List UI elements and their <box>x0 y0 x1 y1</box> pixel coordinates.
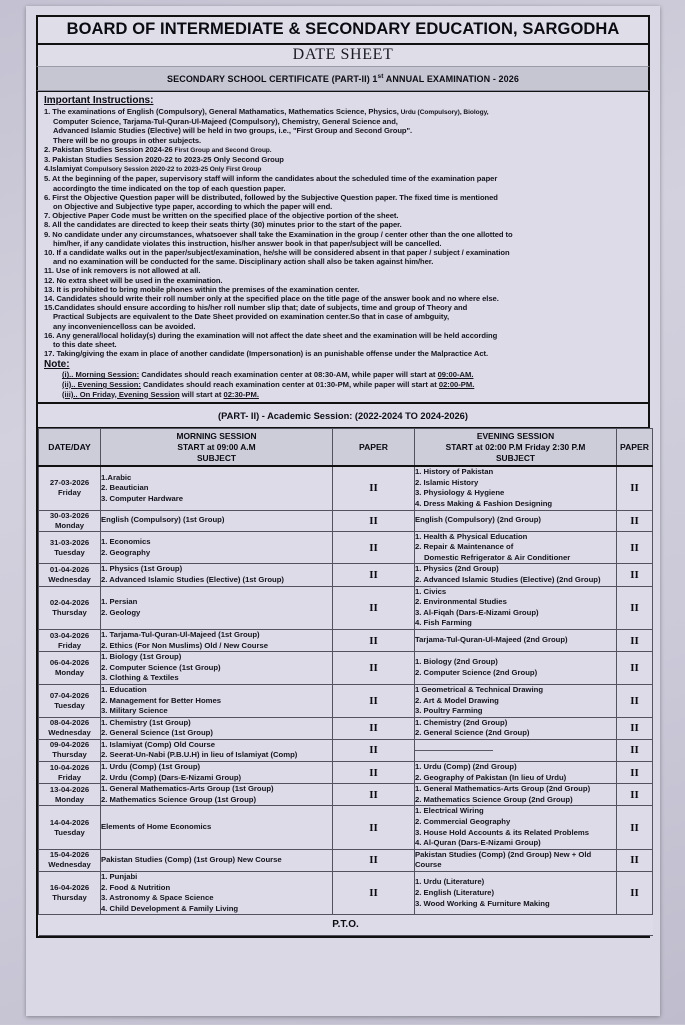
table-row <box>39 806 653 849</box>
instruction-line: 2. Pakistan Studies Session 2024-26 First Group and Second Group. <box>44 144 272 154</box>
cell-evening-subjects <box>415 652 617 685</box>
subject-line: 1. Civics <box>415 586 447 596</box>
cell-morning-subjects <box>101 684 333 717</box>
subject-line: 3. House Hold Accounts & its Related Problems <box>415 827 590 837</box>
table-row <box>39 762 653 784</box>
ordinal-suffix: st <box>377 72 384 80</box>
subject-line: 2. Geography of Pakistan (In lieu of Urdu) <box>415 772 567 782</box>
cell-paper-morning: II <box>333 466 415 510</box>
cell-evening-subjects <box>415 586 617 629</box>
subject-line: 2. Art & Model Drawing <box>415 695 499 705</box>
cell-paper-evening: II <box>617 586 653 629</box>
day-value: Wednesday <box>48 574 91 584</box>
cell-paper-morning: II <box>333 629 415 651</box>
date-value: 27-03-2026 <box>49 478 90 488</box>
subject-line: 2. Environmental Studies <box>415 597 507 607</box>
cell-morning-subjects <box>101 872 333 915</box>
table-header-row <box>39 429 653 467</box>
table-row <box>39 684 653 717</box>
instruction-line: 13. It is prohibited to bring mobile phones within the premises of the examination center. <box>44 284 360 294</box>
cell-morning-subjects <box>101 652 333 685</box>
instruction-line: Advanced Islamic Studies (Elective) will be held in two groups, i.e., "First Group and Second Group". <box>53 126 413 136</box>
subject-line: English (Compulsory) (2nd Group) <box>415 515 541 525</box>
subject-line: 1. General Mathematics-Arts Group (2nd Group) <box>415 784 591 794</box>
date-sheet-band <box>36 45 650 67</box>
subject-line: Domestic Refrigerator & Air Conditioner <box>424 552 571 562</box>
instructions-box <box>36 91 650 404</box>
instructions-list <box>44 107 644 358</box>
date-value: 03-04-2026 <box>49 630 90 640</box>
cell-paper-evening: II <box>617 652 653 685</box>
cell-paper-evening: II <box>617 510 653 531</box>
instruction-line: on Objective and Subjective type paper, according to which the paper will end. <box>53 202 333 211</box>
instruction-line: 6. First the Objective Question paper will be distributed, followed by the Subjective Question paper. The fixed time is mentioned <box>44 192 498 202</box>
cell-paper-evening: II <box>617 466 653 510</box>
subject-line: 2. Islamic History <box>415 477 479 487</box>
subject-line: 2. Food & Nutrition <box>101 882 171 892</box>
cell-morning-subjects <box>101 531 333 564</box>
pto-label: P.T.O. <box>39 915 653 936</box>
cell-paper-morning: II <box>333 564 415 586</box>
date-value: 01-04-2026 <box>49 564 90 574</box>
subject-line: 1.Arabic <box>101 472 132 482</box>
day-value: Tuesday <box>54 700 85 710</box>
cell-date-day <box>39 784 101 806</box>
instruction-line: Computer Science, Tarjama-Tul-Quran-Ul-Majeed (Compulsory), Chemistry, General Science and, <box>53 117 398 127</box>
instruction-line: 3. Pakistan Studies Session 2020-22 to 2023-25 Only Second Group <box>44 154 284 164</box>
cell-paper-evening: II <box>617 684 653 717</box>
instruction-line: to this date sheet. <box>53 340 117 350</box>
subject-line: 3. Military Science <box>101 706 168 716</box>
instruction-line: 7. Objective Paper Code must be written on the specified place of the objective portion of the sheet. <box>44 211 399 221</box>
instruction-line: 8. All the candidates are directed to keep their seats thirty (30) minutes prior to the start of the paper. <box>44 220 402 230</box>
subject-line: English (Compulsory) (1st Group) <box>101 515 225 525</box>
instruction-line: 4.Islamiyat Compulsory Session 2020-22 to 2023-25 Only First Group <box>44 164 262 174</box>
cell-date-day <box>39 717 101 739</box>
subject-line: 2. Commercial Geography <box>415 817 511 827</box>
cell-evening-subjects <box>415 872 617 915</box>
empty-dash <box>415 750 493 751</box>
instruction-line: 12. No extra sheet will be used in the examination. <box>44 275 223 285</box>
date-value: 06-04-2026 <box>49 658 90 668</box>
subject-line: 1. Urdu (Comp) (2nd Group) <box>415 762 517 772</box>
day-value: Tuesday <box>54 547 85 557</box>
subject-line: 1. Physics (1st Group) <box>101 564 183 574</box>
instructions-heading: Important Instructions: <box>44 94 154 106</box>
subject-line: 4. Child Development & Family Living <box>101 903 239 913</box>
table-row <box>39 531 653 564</box>
col-evening-session <box>415 429 617 467</box>
cell-evening-subjects <box>415 629 617 651</box>
table-row <box>39 717 653 739</box>
date-sheet-label: DATE SHEET <box>292 45 394 63</box>
subject-line: 2. General Science (2nd Group) <box>415 728 530 738</box>
subject-line: 2. Computer Science (1st Group) <box>101 662 221 672</box>
subject-line: 1. Urdu (Literature) <box>415 877 485 887</box>
exam-title-text: SECONDARY SCHOOL CERTIFICATE (PART-II) 1st ANNUAL EXAMINATION - 2026 <box>167 72 519 84</box>
day-value: Friday <box>57 488 82 498</box>
date-value: 08-04-2026 <box>49 718 90 728</box>
note-item: (ii).. Evening Session: Candidates should reach examination center at 01:30-PM, while paper will start at 02:00-PM. <box>62 380 475 390</box>
table-row <box>39 872 653 915</box>
day-value: Thursday <box>52 607 87 617</box>
subject-line: 2. Advanced Islamic Studies (Elective) (1st Group) <box>101 574 284 584</box>
subject-line: 2. Advanced Islamic Studies (Elective) (2nd Group) <box>415 574 601 584</box>
cell-morning-subjects <box>101 849 333 871</box>
subject-line: 4. Fish Farming <box>415 618 472 628</box>
subject-line: 3. Wood Working & Furniture Making <box>415 898 550 908</box>
subject-line: 1. General Mathematics-Arts Group (1st Group) <box>101 784 274 794</box>
subject-line: 2. Computer Science (2nd Group) <box>415 668 538 678</box>
exam-title-band <box>36 67 650 91</box>
subject-line: 3. Poultry Farming <box>415 706 483 716</box>
cell-paper-morning: II <box>333 652 415 685</box>
cell-date-day <box>39 586 101 629</box>
instruction-line: 14. Candidates should write their roll number only at the specified place on the title page of the answer book and no where else. <box>44 294 499 304</box>
date-value: 14-04-2026 <box>49 817 90 827</box>
date-value: 02-04-2026 <box>49 597 90 607</box>
cell-date-day <box>39 564 101 586</box>
table-row <box>39 510 653 531</box>
subject-line: 3. Clothing & Textiles <box>101 673 179 683</box>
board-title-box <box>36 15 650 45</box>
table-row <box>39 739 653 761</box>
evening-session-time: START at 02:00 P.M Friday 2:30 P.M <box>445 441 586 452</box>
date-sheet-table-wrap <box>36 428 650 938</box>
date-value: 13-04-2026 <box>49 784 90 794</box>
cell-paper-morning: II <box>333 784 415 806</box>
subject-line: 1. Chemistry (2nd Group) <box>415 717 508 727</box>
date-value: 10-04-2026 <box>49 762 90 772</box>
subject-line: Elements of Home Economics <box>101 822 212 832</box>
instruction-line: 15.Candidates should ensure according to his/her roll number slip that; date of subjects, time and group of Theory and <box>44 303 468 313</box>
day-value: Friday <box>57 640 82 650</box>
date-sheet <box>26 15 660 1025</box>
cell-paper-evening: II <box>617 784 653 806</box>
subject-line: 2. Geography <box>101 547 151 557</box>
evening-session-title: EVENING SESSION <box>476 430 555 441</box>
cell-evening-subjects <box>415 466 617 510</box>
subject-line: 1. Health & Physical Education <box>415 531 528 541</box>
note-item: (i).. Morning Session: Candidates should reach examination center at 08:30-AM, while paper will start at 09:00-AM. <box>62 370 474 380</box>
cell-paper-morning: II <box>333 739 415 761</box>
cell-date-day <box>39 531 101 564</box>
instruction-line: him/her, if any candidate violates this instruction, his/her answer book in that paper/subject will be cancelled. <box>53 238 442 248</box>
morning-session-subject: SUBJECT <box>196 452 237 463</box>
instruction-line: any inconveniencelloss can be avoided. <box>53 321 196 331</box>
subject-line: 1. Urdu (Comp) (1st Group) <box>101 762 201 772</box>
instruction-line: 11. Use of ink removers is not allowed at all. <box>44 266 201 276</box>
cell-morning-subjects <box>101 586 333 629</box>
day-value: Monday <box>54 668 85 678</box>
cell-date-day <box>39 510 101 531</box>
subject-line: 1. Physics (2nd Group) <box>415 564 499 574</box>
cell-paper-evening: II <box>617 739 653 761</box>
subject-line: 1. Chemistry (1st Group) <box>101 717 191 727</box>
instruction-line: 10. If a candidate walks out in the paper/subject/examination, he/she will be considered absent in that paper / subject / examination <box>44 248 510 258</box>
cell-evening-subjects <box>415 762 617 784</box>
day-value: Monday <box>54 520 85 530</box>
date-sheet-table <box>38 428 653 936</box>
subject-line: 2. Ethics (For Non Muslims) Old / New Course <box>101 640 269 650</box>
instruction-line: 5. At the beginning of the paper, supervisory staff will inform the candidates about the scheduled time of the examination paper <box>44 174 498 184</box>
subject-line: 1. Economics <box>101 536 151 546</box>
subject-line: 2. Beautician <box>101 483 149 493</box>
cell-paper-morning: II <box>333 586 415 629</box>
day-value: Wednesday <box>48 860 91 870</box>
table-foot <box>39 915 653 936</box>
page-title: BOARD OF INTERMEDIATE & SECONDARY EDUCATION, SARGODHA <box>66 20 620 38</box>
subject-line: 2. Urdu (Comp) (Dars-E-Nizami Group) <box>101 772 242 782</box>
cell-paper-morning: II <box>333 762 415 784</box>
note-heading: Note: <box>44 359 70 371</box>
date-value: 16-04-2026 <box>49 883 90 893</box>
subject-line: Tarjama-Tul-Quran-Ul-Majeed (2nd Group) <box>415 635 568 645</box>
subject-line: 1. Persian <box>101 597 138 607</box>
table-footer-row <box>39 915 653 936</box>
cell-morning-subjects <box>101 466 333 510</box>
day-value: Thursday <box>52 893 87 903</box>
date-value: 31-03-2026 <box>49 537 90 547</box>
date-value: 07-04-2026 <box>49 690 90 700</box>
cell-morning-subjects <box>101 510 333 531</box>
subject-line: 4. Al-Quran (Dars-E-Nizami Group) <box>415 838 541 848</box>
cell-morning-subjects <box>101 564 333 586</box>
day-value: Tuesday <box>54 827 85 837</box>
cell-morning-subjects <box>101 806 333 849</box>
subject-line: 3. Physiology & Hygiene <box>415 488 505 498</box>
cell-paper-evening: II <box>617 629 653 651</box>
table-row <box>39 849 653 871</box>
note-list <box>44 370 644 399</box>
note-item: (iii).. On Friday, Evening Session will start at 02:30-PM. <box>62 389 259 399</box>
subject-line: 1. Education <box>101 684 147 694</box>
instruction-line: There will be no groups in other subjects. <box>53 135 202 145</box>
subject-line: 1. Tarjama-Tul-Quran-Ul-Majeed (1st Group) <box>101 629 260 639</box>
cell-paper-morning: II <box>333 684 415 717</box>
col-paper-morning: PAPER <box>333 429 415 467</box>
subject-line: 2. Mathematics Science Group (1st Group) <box>101 794 257 804</box>
cell-date-day <box>39 849 101 871</box>
instruction-line: 17. Taking/giving the exam in place of another candidate (Impersonation) is an punishable offense under the Malpractice Act. <box>44 349 489 359</box>
cell-evening-subjects <box>415 531 617 564</box>
table-row <box>39 784 653 806</box>
cell-paper-morning: II <box>333 531 415 564</box>
instruction-line: 1. The examinations of English (Compulsory), General Mathamatics, Mathematics Science, Physics, Urdu (Compulsory), Biology, <box>44 106 489 116</box>
table-row <box>39 652 653 685</box>
cell-date-day <box>39 872 101 915</box>
col-paper-evening: PAPER <box>617 429 653 467</box>
cell-paper-evening: II <box>617 806 653 849</box>
cell-date-day <box>39 629 101 651</box>
subject-line: 2. Repair & Maintenance of <box>415 542 514 552</box>
day-value: Monday <box>54 794 85 804</box>
instruction-line: Practical Subjects are equivalent to the Date Sheet provided on examination center.So that in case of ambguity, <box>53 312 450 322</box>
subject-line: 3. Computer Hardware <box>101 493 184 503</box>
day-value: Friday <box>57 772 82 782</box>
subject-line: 2. Management for Better Homes <box>101 695 222 705</box>
cell-paper-evening: II <box>617 717 653 739</box>
academic-session-band <box>36 404 650 428</box>
subject-line: 3. Al-Fiqah (Dars-E-Nizami Group) <box>415 607 539 617</box>
subject-line: 4. Dress Making & Fashion Designing <box>415 499 553 509</box>
subject-line: 2. Geology <box>101 607 141 617</box>
subject-line: Pakistan Studies (Comp) (1st Group) New Course <box>101 855 282 865</box>
cell-evening-subjects <box>415 510 617 531</box>
cell-evening-subjects <box>415 717 617 739</box>
cell-evening-subjects <box>415 684 617 717</box>
morning-session-title: MORNING SESSION <box>176 430 257 441</box>
cell-evening-subjects <box>415 806 617 849</box>
date-value: 15-04-2026 <box>49 850 90 860</box>
subject-line: 1. Punjabi <box>101 872 138 882</box>
instruction-line: and no examination will be conducted for the same. Disciplinary action shall also be taken against him/her. <box>53 257 434 267</box>
table-row <box>39 564 653 586</box>
subject-line: 3. Astronomy & Space Science <box>101 893 214 903</box>
cell-morning-subjects <box>101 629 333 651</box>
cell-paper-morning: II <box>333 849 415 871</box>
academic-session-text: (PART- II) - Academic Session: (2022-2024 TO 2024-2026) <box>218 411 468 422</box>
day-value: Wednesday <box>48 728 91 738</box>
subject-line: 1. Islamiyat (Comp) Old Course <box>101 739 216 749</box>
cell-paper-evening: II <box>617 531 653 564</box>
cell-morning-subjects <box>101 739 333 761</box>
cell-morning-subjects <box>101 762 333 784</box>
table-head <box>39 429 653 467</box>
cell-paper-morning: II <box>333 510 415 531</box>
cell-paper-evening: II <box>617 849 653 871</box>
instruction-line: 16. Any general/local holiday(s) during the examination will not affect the date sheet and the examination will be held according <box>44 330 498 340</box>
col-date-day: DATE/DAY <box>39 429 101 467</box>
cell-paper-evening: II <box>617 564 653 586</box>
subject-line: Course <box>415 860 442 870</box>
col-morning-session <box>101 429 333 467</box>
date-value: 09-04-2026 <box>49 740 90 750</box>
instruction-line: 9. No candidate under any circumstances, whatsoever shall take the Examination in the group / center other than the one allotted to <box>44 229 513 239</box>
cell-morning-subjects <box>101 717 333 739</box>
date-value: 30-03-2026 <box>49 510 90 520</box>
cell-paper-evening: II <box>617 762 653 784</box>
subject-line: 1 Geometrical & Technical Drawing <box>415 684 544 694</box>
table-row <box>39 586 653 629</box>
cell-evening-subjects <box>415 564 617 586</box>
table-row <box>39 466 653 510</box>
cell-date-day <box>39 762 101 784</box>
cell-evening-subjects <box>415 849 617 871</box>
subject-line: 1. History of Pakistan <box>415 467 494 477</box>
cell-date-day <box>39 806 101 849</box>
subject-line: 2. Seerat-Un-Nabi (P.B.U.H) in lieu of Islamiyat (Comp) <box>101 750 298 760</box>
cell-evening-subjects <box>415 739 617 761</box>
table-body <box>39 466 653 915</box>
cell-date-day <box>39 684 101 717</box>
morning-session-time: START at 09:00 A.M <box>177 441 256 452</box>
table-row <box>39 629 653 651</box>
cell-paper-morning: II <box>333 806 415 849</box>
cell-morning-subjects <box>101 784 333 806</box>
instruction-line: accordingto the time indicated on the top of each question paper. <box>53 183 286 193</box>
subject-line: 1. Biology (2nd Group) <box>415 657 498 667</box>
cell-paper-morning: II <box>333 717 415 739</box>
document-page <box>26 6 660 1016</box>
evening-session-subject: SUBJECT <box>495 452 536 463</box>
cell-date-day <box>39 739 101 761</box>
day-value: Thursday <box>52 750 87 760</box>
subject-line: 2. English (Literature) <box>415 887 495 897</box>
cell-paper-evening: II <box>617 872 653 915</box>
cell-date-day <box>39 652 101 685</box>
subject-line: 1. Electrical Wiring <box>415 806 484 816</box>
subject-line: 1. Biology (1st Group) <box>101 652 182 662</box>
subject-line: 2. Mathematics Science Group (2nd Group) <box>415 794 573 804</box>
cell-date-day <box>39 466 101 510</box>
subject-line: Pakistan Studies (Comp) (2nd Group) New + Old <box>415 849 592 859</box>
cell-paper-morning: II <box>333 872 415 915</box>
subject-line: 2. General Science (1st Group) <box>101 728 213 738</box>
cell-evening-subjects <box>415 784 617 806</box>
